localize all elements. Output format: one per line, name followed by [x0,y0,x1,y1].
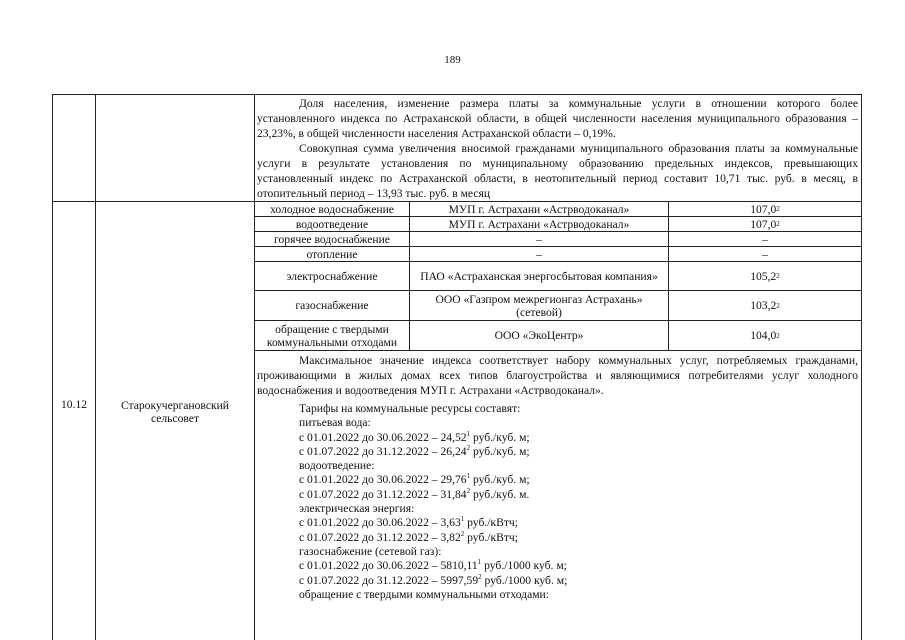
service-index: – [762,232,768,246]
service-index: 104,0 2 [750,329,780,342]
page-number: 189 [444,54,461,66]
gas-heading: газоснабжение (сетевой газ): [299,544,442,558]
electricity-heading: электрическая энергия: [299,502,415,516]
service-index: 105,2 2 [750,269,780,283]
table-left-border [52,94,53,640]
service-name: обращение с твердыми коммунальными отходами [266,322,398,349]
service-provider: ООО «Газпром межрегионгаз Астрахань» (сетевой) [435,292,643,319]
service-index: 107,0 2 [750,202,780,216]
sewer-heading: водоотведение: [299,459,375,473]
municipal-index-table [52,94,862,640]
service-provider: – [536,232,542,246]
tariff-list [257,401,858,601]
tariff-line: с 01.07.2022 до 31.12.2022 – 31,84$^2$ руб./куб. м. [299,486,530,501]
service-provider: МУП г. Астрахани «Астрводоканал» [448,202,630,216]
service-name: отопление [306,247,358,261]
service-name: газоснабжение [295,299,369,312]
service-name: холодное водоснабжение [270,202,394,216]
water-heading: питьевая вода: [299,416,371,430]
municipality-name: Старокучергановский сельсовет [120,399,230,425]
col-divider-municipality [254,94,255,640]
service-provider: ООО «ЭкоЦентр» [494,329,584,342]
top-text-block [257,96,858,201]
tariff-line: с 01.01.2022 до 30.06.2022 – 5810,11$^1$ руб./1000 куб. м; [299,558,567,573]
col-divider-number [95,94,96,640]
service-provider: МУП г. Астрахани «Астрводоканал» [448,217,630,231]
tariff-line: с 01.01.2022 до 30.06.2022 – 3,63$^1$ руб./кВтч; [299,515,518,530]
table-right-border [861,94,862,640]
waste-heading: обращение с твердыми коммунальными отходами: [299,587,549,601]
service-provider: ПАО «Астраханская энергосбытовая компания» [420,269,658,283]
tariff-line: с 01.01.2022 до 30.06.2022 – 24,52$^1$ руб./куб. м; [299,429,530,444]
service-index: 103,2 2 [750,299,780,312]
service-name: электроснабжение [286,269,378,283]
paragraph-share-population: Доля населения, изменение размера платы за коммунальные услуги в отношении которого более установленного индекса по Астраханской области, в общей численности населения муниципального образования – 23,23%, в общей численности населения Астраханской области – 0,19%. [257,97,858,140]
tariff-line: с 01.07.2022 до 31.12.2022 – 5997,59$^2$ руб./1000 куб. м; [299,572,568,587]
paragraph-total-increase: Совокупная сумма увеличения вносимой гражданами муниципального образования платы за коммунальные услуги в результате установления по муниципальному образованию предельных индексов, превышающих установленный индекс по Астраханской области, в неотопительный период составит 10,71 тыс. руб. в месяц, в отопительный период – 13,93 тыс. руб. в месяц [257,142,858,200]
tariff-line: с 01.01.2022 до 30.06.2022 – 29,76$^1$ руб./куб. м; [299,472,530,487]
tariff-line: с 01.07.2022 до 31.12.2022 – 26,24$^2$ руб./куб. м; [299,444,530,458]
row-number: 10.12 [60,397,88,411]
services-bottom-line [254,350,862,351]
tariff-line: с 01.07.2022 до 31.12.2022 – 3,82$^2$ руб./кВтч; [299,529,518,544]
tariffs-heading: Тарифы на коммунальные ресурсы составят: [299,402,521,415]
service-index: 107,0 2 [750,217,780,231]
service-index: – [762,247,768,261]
service-name: горячее водоснабжение [274,232,390,246]
service-name: водоотведение [295,217,369,231]
service-provider: – [536,247,542,261]
table-top-border [52,94,862,95]
paragraph-max-index: Максимальное значение индекса соответствует набору коммунальных услуг, потребляемых гражданами, проживающими в жилых домах всех типов благоустройства и являющимися потребителями услуг холодного водоснабжения и водоотведения МУП г. Астрахани «Астрводоканал». [257,354,858,397]
